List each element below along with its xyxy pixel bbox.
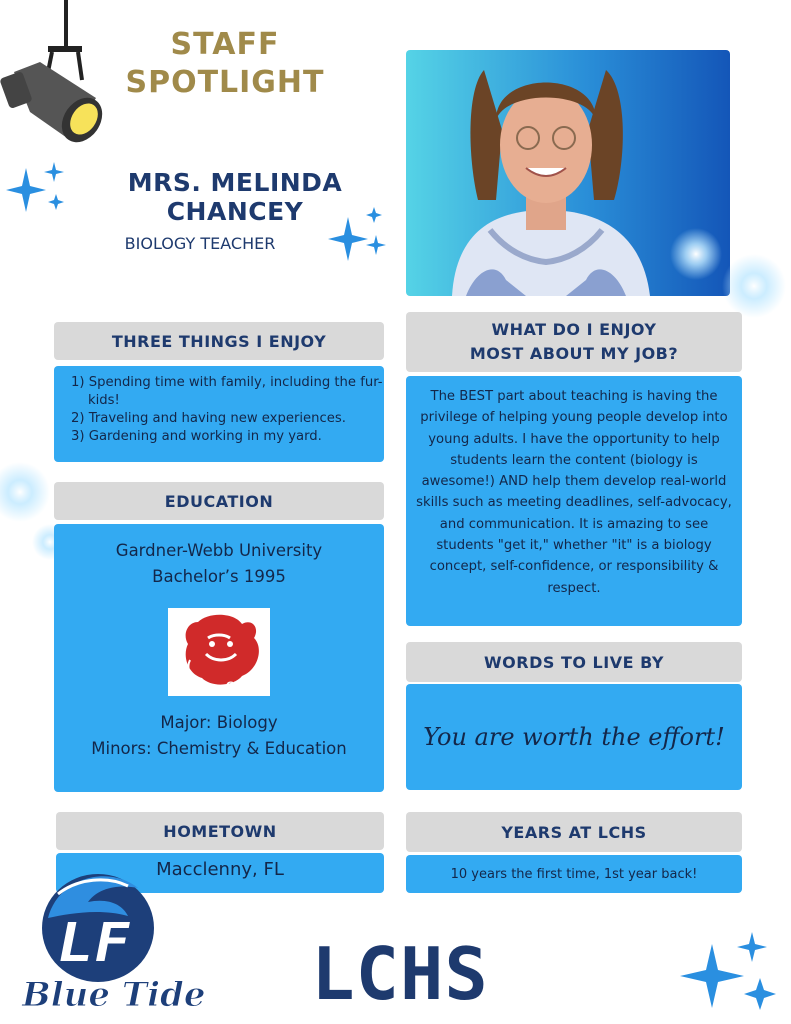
words-heading: WORDS TO LIVE BY — [406, 642, 742, 682]
sparkle-icon — [4, 158, 74, 218]
job-heading: WHAT DO I ENJOY MOST ABOUT MY JOB? — [406, 312, 742, 372]
gw-logo — [168, 608, 270, 696]
school-name: Gardner-Webb University — [115, 541, 323, 560]
education-box — [54, 524, 384, 792]
svg-text:LF: LF — [58, 911, 132, 976]
words-box — [406, 684, 742, 790]
list-item: 3) Gardening and working in my yard. — [71, 429, 322, 444]
hometown-value: Macclenny, FL — [156, 859, 284, 880]
list-item: 1) Spending time with family, including the fur-kids! — [71, 375, 383, 408]
svg-text:Blue Tide: Blue Tide — [22, 975, 206, 1015]
list-item: 2) Traveling and having new experiences. — [71, 411, 346, 426]
education-heading: EDUCATION — [54, 482, 384, 520]
major: Major: Biology — [160, 713, 278, 732]
school-name-footer: LCHS — [311, 932, 489, 1016]
blue-tide-logo — [18, 858, 208, 1018]
job-text: The BEST part about teaching is having the privilege of helping young people develop into young adults. I have the opportunity to help students learn the content (biology is awesome!) AND help them develop real-world skills such as meeting deadlines, self-advocacy, and communication. It is amazing to see students "get it," whether "it" is a biology concept, self-confidence, or responsibility & respect. — [406, 376, 742, 626]
degree: Bachelor’s 1995 — [152, 567, 286, 586]
years-box — [406, 855, 742, 893]
teacher-role: BIOLOGY TEACHER — [124, 234, 276, 253]
enjoy-heading: THREE THINGS I ENJOY — [54, 322, 384, 360]
hometown-heading: HOMETOWN — [56, 812, 384, 850]
minors: Minors: Chemistry & Education — [91, 739, 347, 758]
enjoy-box — [54, 366, 384, 462]
teacher-name: MRS. MELINDA CHANCEY — [127, 168, 343, 226]
years-heading: YEARS AT LCHS — [406, 812, 742, 852]
years-value: 10 years the first time, 1st year back! — [450, 866, 698, 882]
spotlight-lamp-icon — [0, 0, 110, 150]
page-title: STAFF SPOTLIGHT — [125, 27, 325, 100]
sparkle-icon — [676, 930, 786, 1020]
quote-text: You are worth the effort! — [423, 723, 725, 751]
enjoy-list — [54, 374, 384, 446]
svg-text:GW: GW — [226, 681, 244, 691]
sparkle-icon — [324, 205, 394, 265]
